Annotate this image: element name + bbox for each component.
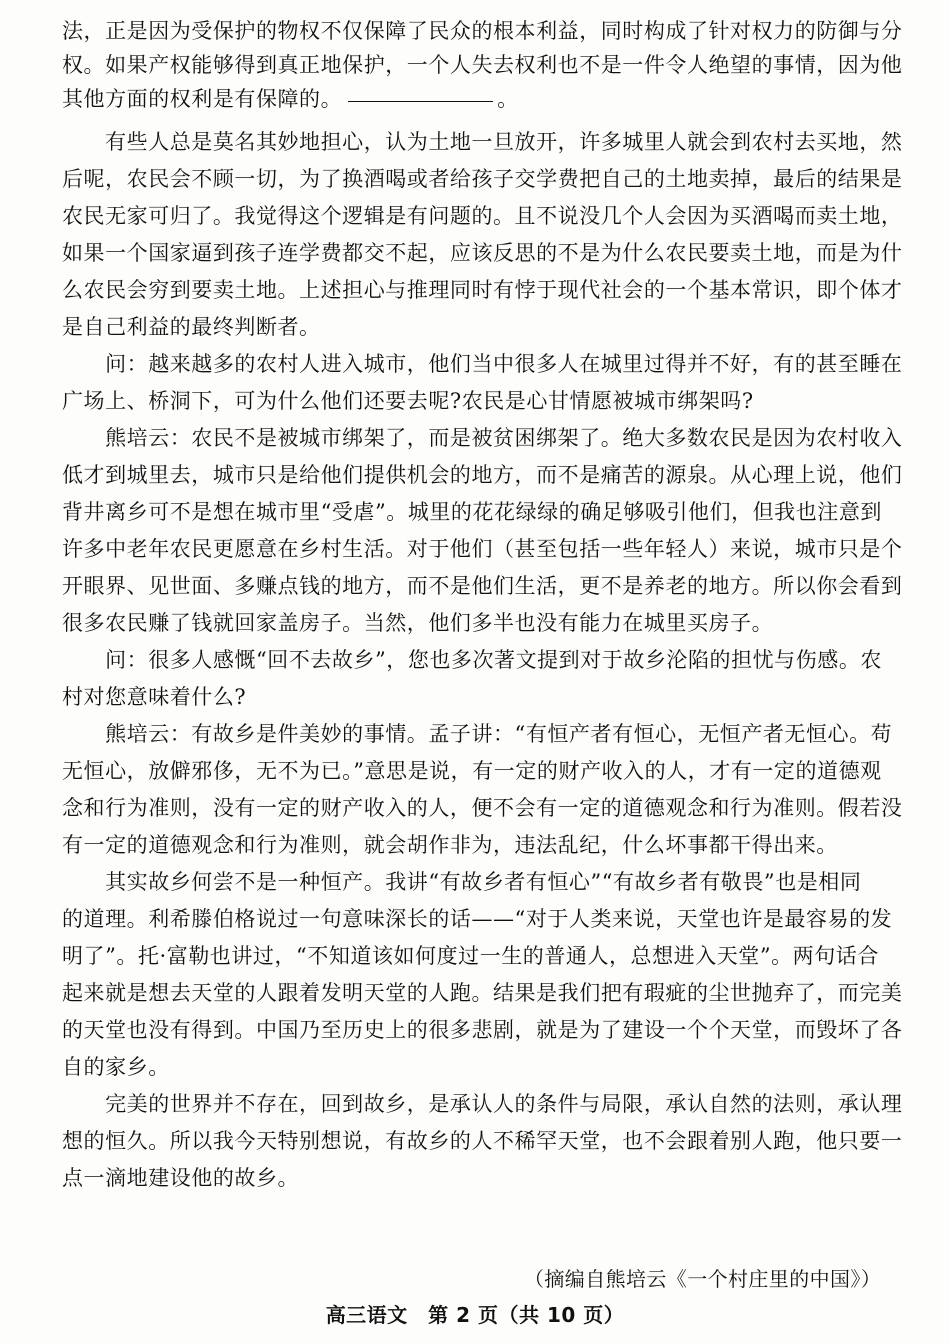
text-line: 的道理。利希滕伯格说过一句意味深长的话——“对于人类来说，天堂也许是最容易的发 (62, 907, 893, 931)
text-line: 如果一个国家逼到孩子连学费都交不起，应该反思的不是为什么农民要卖土地，而是为什 (62, 241, 903, 265)
answer-line: 背井离乡可不是想在城市里“受虐”。城里的花花绿绿的确足够吸引他们，但我也注意到 (62, 500, 882, 524)
text-fragment: 其他方面的权利是有保障的。 (62, 87, 343, 111)
text-line-with-blank (62, 84, 519, 114)
text-line: 是自己利益的最终判断者。 (62, 315, 321, 339)
answer-line: 熊培云：有故乡是件美妙的事情。孟子讲：“有恒产者有恒心，无恒产者无恒心。苟 (62, 722, 893, 746)
text-line: 法，正是因为受保护的物权不仅保障了民众的根本利益，同时构成了针对权力的防御与分 (62, 19, 903, 43)
text-line: 有些人总是莫名其妙地担心，认为土地一旦放开，许多城里人就会到农村去买地，然 (62, 130, 903, 154)
text-line: 么农民会穷到要卖土地。上述担心与推理同时有悖于现代社会的一个基本常识，即个体才 (62, 278, 903, 302)
text-line: 想的恒久。所以我今天特别想说，有故乡的人不稀罕天堂，也不会跟着别人跑，他只要一 (62, 1129, 903, 1153)
page-footer: 高三语文 第 2 页（共 10 页） (325, 1303, 625, 1327)
answer-line: 熊培云：农民不是被城市绑架了，而是被贫困绑架了。绝大多数农民是因为农村收入 (62, 426, 903, 450)
text-line: 明了”。托·富勒也讲过，“不知道该如何度过一生的普通人，总想进入天堂”。两句话合 (62, 944, 879, 968)
text-line: 权。如果产权能够得到真正地保护，一个人失去权利也不是一件令人绝望的事情，因为他 (62, 53, 903, 77)
question-line: 问：越来越多的农村人进入城市，他们当中很多人在城里过得并不好，有的甚至睡在 (62, 352, 903, 376)
answer-line: 有一定的道德观念和行为准则，就会胡作非为，违法乱纪，什么坏事都干得出来。 (62, 833, 838, 857)
question-line: 村对您意味着什么? (62, 685, 247, 709)
question-line: 广场上、桥洞下，可为什么他们还要去呢?农民是心甘情愿被城市绑架吗? (62, 389, 754, 413)
text-line: 完美的世界并不存在，回到故乡，是承认人的条件与局限，承认自然的法则，承认理 (62, 1092, 903, 1116)
fill-in-blank (348, 100, 493, 102)
source-citation: （摘编自熊培云《一个村庄里的中国》） (524, 1267, 882, 1291)
text-line: 后呢，农民会不顾一切，为了换酒喝或者给孩子交学费把自己的土地卖掉，最后的结果是 (62, 167, 903, 191)
text-line: 其实故乡何尝不是一种恒产。我讲“有故乡者有恒心”“有故乡者有敬畏”也是相同 (62, 870, 862, 894)
question-line: 问：很多人感慨“回不去故乡”，您也多次著文提到对于故乡沦陷的担忧与伤感。农 (62, 648, 882, 672)
answer-line: 低才到城里去，城市只是给他们提供机会的地方，而不是痛苦的源泉。从心理上说，他们 (62, 463, 903, 487)
text-line: 自的家乡。 (62, 1055, 170, 1079)
text-line: 点一滴地建设他的故乡。 (62, 1166, 300, 1190)
answer-line: 很多农民赚了钱就回家盖房子。当然，他们多半也没有能力在城里买房子。 (62, 611, 774, 635)
text-fragment: 。 (497, 87, 519, 111)
answer-line: 许多中老年农民更愿意在乡村生活。对于他们（甚至包括一些年轻人）来说，城市只是个 (62, 537, 903, 561)
text-line: 的天堂也没有得到。中国乃至历史上的很多悲剧，就是为了建设一个个天堂，而毁坏了各 (62, 1018, 903, 1042)
text-line: 农民无家可归了。我觉得这个逻辑是有问题的。且不说没几个人会因为买酒喝而卖土地， (62, 204, 903, 228)
answer-line: 开眼界、见世面、多赚点钱的地方，而不是他们生活，更不是养老的地方。所以你会看到 (62, 574, 903, 598)
text-line: 起来就是想去天堂的人跟着发明天堂的人跑。结果是我们把有瑕疵的尘世抛弃了，而完美 (62, 981, 903, 1005)
answer-line: 念和行为准则，没有一定的财产收入的人，便不会有一定的道德观念和行为准则。假若没 (62, 796, 903, 820)
answer-line: 无恒心，放僻邪侈，无不为已。”意思是说，有一定的财产收入的人，才有一定的道德观 (62, 759, 882, 783)
